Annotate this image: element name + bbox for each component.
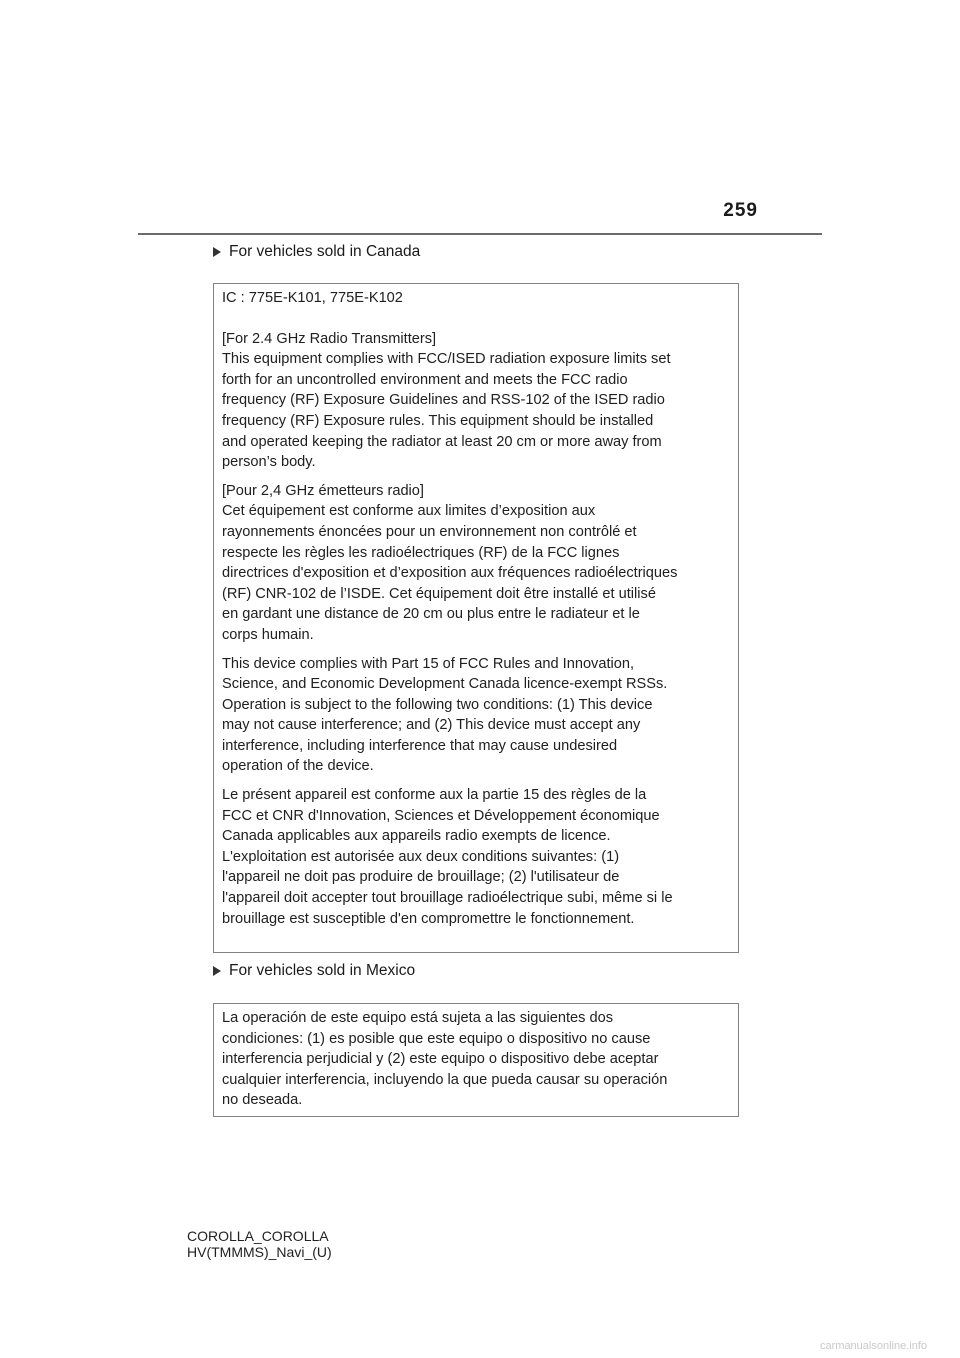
triangle-bullet-icon — [213, 966, 221, 976]
notice-line: en gardant une distance de 20 cm ou plus entre le radiateur et le — [222, 606, 640, 623]
notice-line: l'appareil doit accepter tout brouillage radioélectrique subi, même si le — [222, 890, 673, 907]
notice-line: IC : 775E-K101, 775E-K102 — [222, 290, 403, 306]
heading-text: For vehicles sold in Canada — [229, 243, 421, 260]
footer-line: HV(TMMMS)_Navi_(U) — [187, 1244, 332, 1260]
notice-line: FCC et CNR d'Innovation, Sciences et Développement économique — [222, 807, 660, 824]
notice-line: Cet équipement est conforme aux limites d’exposition aux — [222, 503, 596, 520]
footer-line: COROLLA_COROLLA — [187, 1228, 329, 1244]
notice-line: [Pour 2,4 GHz émetteurs radio] — [222, 482, 424, 499]
notice-line: This equipment complies with FCC/ISED radiation exposure limits set — [222, 351, 671, 368]
footer-doc-id — [187, 1228, 332, 1260]
spacer — [222, 777, 738, 785]
header-rule — [138, 233, 822, 235]
notice-line: brouillage est susceptible d'en compromettre le fonctionnement. — [222, 910, 635, 927]
notice-line: cualquier interferencia, incluyendo la que pueda causar su operación — [222, 1071, 668, 1088]
notice-line: operation of the device. — [222, 758, 374, 775]
page-number: 259 — [723, 200, 758, 221]
notice-line: forth for an uncontrolled environment and meets the FCC radio — [222, 371, 628, 388]
notice-line: and operated keeping the radiator at least 20 cm or more away from — [222, 433, 662, 450]
notice-line: (RF) CNR-102 de l’ISDE. Cet équipement doit être installé et utilisé — [222, 585, 656, 602]
notice-line: interference, including interference that may cause undesired — [222, 737, 618, 754]
notice-line: [For 2.4 GHz Radio Transmitters] — [222, 330, 437, 347]
notice-line: This device complies with Part 15 of FCC Rules and Innovation, — [222, 655, 635, 672]
notice-line: corps humain. — [222, 626, 314, 643]
heading-text: For vehicles sold in Mexico — [229, 962, 416, 979]
watermark: carmanualsonline.info — [820, 1340, 928, 1352]
notice-line: directrices d'exposition et d’exposition aux fréquences radioélectriques — [222, 565, 678, 582]
mexico-notice-box — [213, 1003, 739, 1117]
notice-line: no deseada. — [222, 1092, 303, 1109]
notice-line: La operación de este equipo está sujeta a las siguientes dos — [222, 1010, 614, 1026]
notice-line: Le présent appareil est conforme aux la partie 15 des règles de la — [222, 787, 647, 804]
notice-line: rayonnements énoncées pour un environnement non contrôlé et — [222, 523, 637, 540]
triangle-bullet-icon — [213, 247, 221, 257]
notice-line: interferencia perjudicial y (2) este equipo o dispositivo debe aceptar — [222, 1051, 659, 1068]
section-heading-canada — [213, 243, 420, 261]
notice-line: frequency (RF) Exposure rules. This equipment should be installed — [222, 412, 654, 429]
notice-line: Science, and Economic Development Canada licence-exempt RSSs. — [222, 676, 668, 693]
canada-notice-box — [213, 283, 739, 953]
notice-line: condiciones: (1) es posible que este equipo o dispositivo no cause — [222, 1030, 651, 1047]
notice-line: Canada applicables aux appareils radio exempts de licence. — [222, 828, 611, 845]
notice-line: person’s body. — [222, 454, 316, 471]
notice-line: Operation is subject to the following two conditions: (1) This device — [222, 696, 653, 713]
notice-line: respecte les règles les radioélectriques (RF) de la FCC lignes — [222, 544, 620, 561]
notice-line: frequency (RF) Exposure Guidelines and RSS-102 of the ISED radio — [222, 392, 665, 409]
spacer — [222, 473, 738, 481]
notice-line: L'exploitation est autorisée aux deux conditions suivantes: (1) — [222, 848, 620, 865]
notice-line: l'appareil ne doit pas produire de brouillage; (2) l'utilisateur de — [222, 869, 620, 886]
section-heading-mexico — [213, 962, 415, 980]
spacer — [222, 646, 738, 654]
notice-line: may not cause interference; and (2) This device must accept any — [222, 717, 641, 734]
spacer — [222, 309, 738, 329]
